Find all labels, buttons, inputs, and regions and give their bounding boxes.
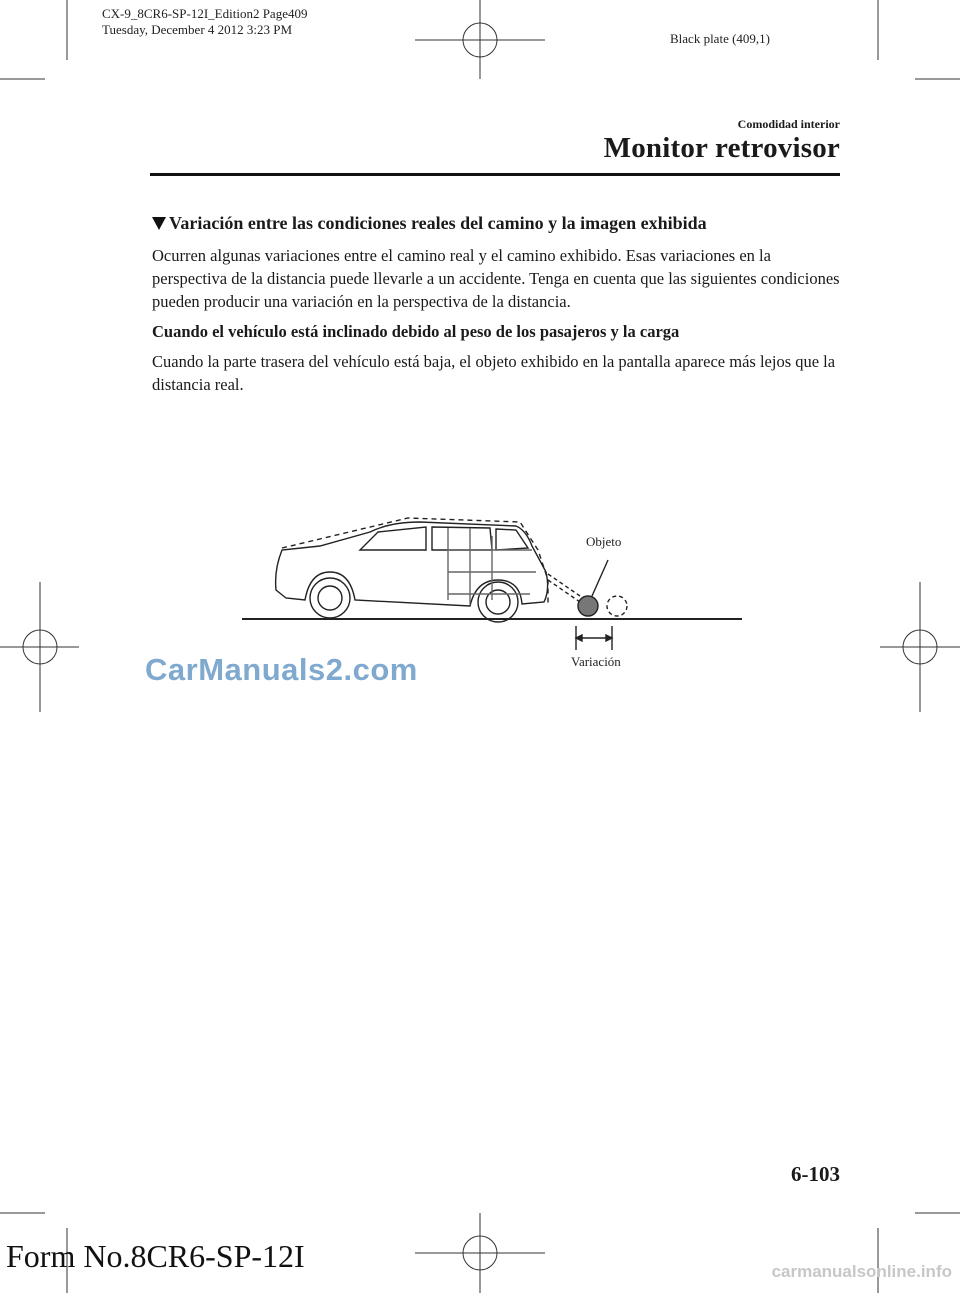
front-wheel — [310, 578, 350, 618]
rear-wheel — [478, 582, 518, 622]
footer-watermark: carmanualsonline.info — [771, 1262, 952, 1281]
side-window — [360, 527, 426, 550]
subheading-text: Variación entre las condiciones reales del camino y la imagen exhibida — [169, 213, 707, 233]
subheading — [152, 213, 707, 234]
vehicle-dashed-outline — [282, 518, 548, 606]
variation-label: Variación — [571, 654, 621, 669]
black-plate-label: Black plate (409,1) — [670, 31, 770, 46]
print-info-date: Tuesday, December 4 2012 3:23 PM — [102, 22, 293, 37]
actual-object — [607, 596, 627, 616]
title-divider — [150, 173, 840, 176]
watermark-logo: CarManuals2.com — [145, 652, 418, 687]
page-number: 6-103 — [791, 1162, 840, 1186]
object-leader — [592, 560, 608, 596]
displayed-object — [578, 596, 598, 616]
bold-condition-heading: Cuando el vehículo está inclinado debido al peso de los pasajeros y la carga — [152, 322, 680, 341]
triangle-bullet-icon — [152, 217, 166, 230]
form-number: Form No.8CR6-SP-12I — [6, 1238, 305, 1274]
object-label: Objeto — [586, 534, 622, 549]
print-info-file: CX-9_8CR6-SP-12I_Edition2 Page409 — [102, 6, 308, 21]
camera-view-line — [548, 574, 580, 596]
section-kicker: Comodidad interior — [737, 117, 840, 131]
paragraph-rear-low: Cuando la parte trasera del vehículo está baja, el objeto exhibido en la pantalla aparece más lejos que la distancia real. — [152, 352, 836, 394]
page-title: Monitor retrovisor — [603, 132, 840, 164]
print-info — [102, 6, 307, 38]
paragraph-variations: Ocurren algunas variaciones entre el camino real y el camino exhibido. Esas variaciones en la perspectiva de la distancia puede llevarle a un accidente. Tenga en cuenta que las siguientes condiciones pueden producir una variación en la perspectiva de la distancia. — [152, 246, 840, 311]
